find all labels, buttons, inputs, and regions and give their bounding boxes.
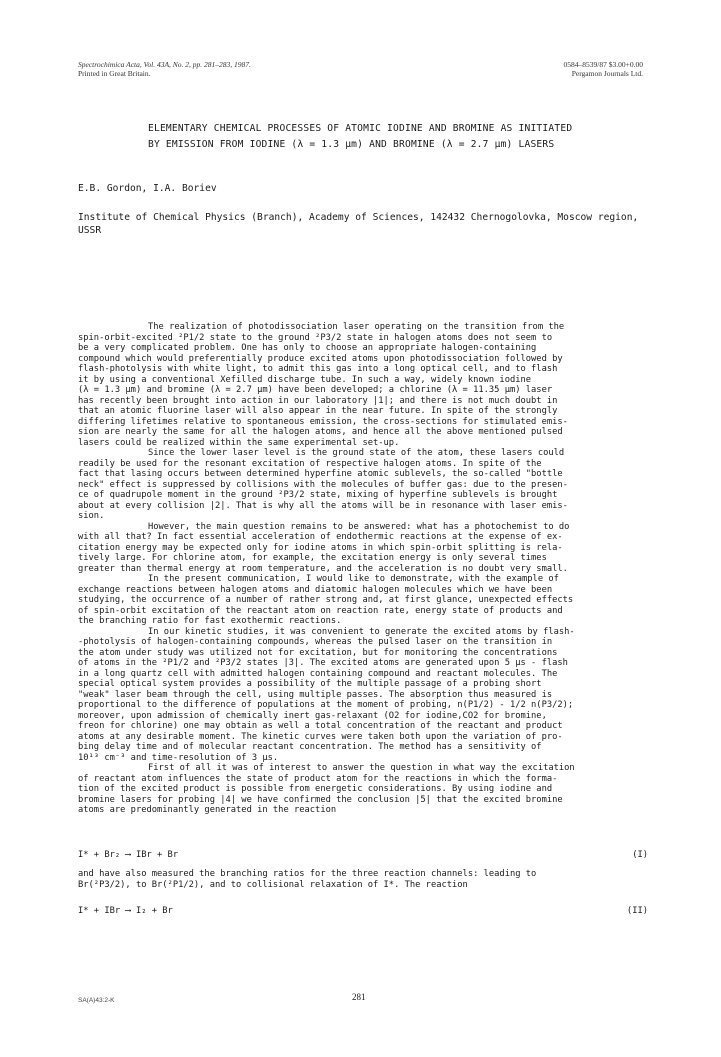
authors: E.B. Gordon, I.A. Boriev xyxy=(78,183,217,194)
reaction-1-formula: I* + Br₂ ⟶ IBr + Br xyxy=(78,850,179,860)
footer-code: SA(A)43:2-K xyxy=(78,997,115,1004)
title-line-2: BY EMISSION FROM IODINE (λ = 1.3 μm) AND BROMINE (λ = 2.7 μm) LASERS xyxy=(148,139,555,150)
publisher-info xyxy=(564,60,643,78)
reaction-2-formula: I* + IBr ⟶ I₂ + Br xyxy=(78,906,173,916)
title-line-1: ELEMENTARY CHEMICAL PROCESSES OF ATOMIC IODINE AND BROMINE AS INITIATED xyxy=(148,123,573,134)
price-code-line: 0584–8539/87 $3.00+0.00 xyxy=(563,60,643,69)
paragraph-2: Since the lower laser level is the ground state of the atom, these lasers could readily be used for the resonant excitation of respective halogen atoms. In spite of the fact that lasing occurs between determined hyperfine atomic sublevels, the so-called "bottle neck" effect is suppressed by collisions with the molecules of buffer gas: due to the presen- ce of quadrupole moment in the ground ²P3/2 state, mixing of hyperfine sublevels is brought about at every collision |2|. That is why all the atoms will be in resonance with laser emis- sion. xyxy=(78,448,568,521)
journal-citation xyxy=(78,60,251,78)
reaction-paragraph: and have also measured the branching ratios for the three reaction channels: leading to Br(²P3/2), to Br(²P1/2), and to collisional relaxation of I*. The reaction xyxy=(78,869,537,890)
paper-title xyxy=(148,121,618,153)
paragraph-5: In our kinetic studies, it was convenient to generate the excited atoms by flash- -photolysis of halogen-containing compounds, whereas the pulsed laser on the transition in the atom under study was utilized not for excitation, but for monitoring the concentrations of atoms in the ²P1/2 and ²P3/2 states |3|. The excited atoms are generated upon 5 μs - flash in a long quartz cell with admitted halogen containing compound and reactant molecules. The special optical system provides a possibility of the multiple passage of a probing short "weak" laser beam through the cell, using multiple passes. The absorption thus measured is proportional to the difference of populations at the moment of probing, n(P1/2) - 1/2 n(P3/2); moreover, upon admission of chemically inert gas-relaxant (O2 for iodine,CO2 for bromine, freon for chlorine) one may obtain as well a total concentration of the reactant and product atoms at any desirable moment. The kinetic curves were taken both upon the variation of pro- bing delay time and of molecular reactant concentration. The method has a sensitivity of 10¹³ cm⁻³ and time-resolution of 3 μs. xyxy=(78,626,575,763)
paragraph-6: First of all it was of interest to answer the question in what way the excitation of reactant atom influences the state of product atom for the reactions in which the forma- tion of the excited product is possible from energetic considerations. By using iodine and bromine lasers for probing |4| we have confirmed the conclusion |5| that the excited bromine atoms are predominantly generated in the reaction xyxy=(78,763,575,815)
affiliation: Institute of Chemical Physics (Branch), Academy of Sciences, 142432 Chernogolovka, Moscow region, USSR xyxy=(78,212,639,236)
journal-citation-line: Spectrochimica Acta, Vol. 43A, No. 2, pp. 281–283, 1987. xyxy=(78,60,251,69)
reaction-1-label: (I) xyxy=(632,850,648,860)
reaction-2-label: (II) xyxy=(626,906,648,916)
paragraph-4: In the present communication, I would like to demonstrate, with the example of exchange reactions between halogen atoms and diatomic halogen molecules which we have been studying, the occurrence of a number of rather strong and, at first glance, unexpected effects of spin-orbit excitation of the reactant atom on reaction rate, energy state of products and the branching ratio for fast exothermic reactions. xyxy=(78,574,574,626)
paragraph-3: However, the main question remains to be answered: what has a photochemist to do with all that? In fact essential acceleration of endothermic reactions at the expense of ex- citation energy may be expected only for iodine atoms in which spin-orbit splitting is rela- tively large. For chlorine atom, for example, the excitation energy is only several times greater than thermal energy at room temperature, and the acceleration is no doubt very small. xyxy=(78,521,570,574)
printed-in-line: Printed in Great Britain. xyxy=(78,69,151,78)
page-number: 281 xyxy=(352,992,366,1002)
paragraph-1: The realization of photodissociation laser operating on the transition from the spin-orbit-excited ²P1/2 state to the ground ²P3/2 state in halogen atoms does not seem to be a very complicated problem. One has only to choose an appropriate halogen-containing compound which would preferentially produce excited atoms upon photodissociation followed by flash-photolysis with white light, to admit this gas into a long optical cell, and to flash it by using a conventional Xefilled discharge tube. In such a way, widely known iodine (λ = 1.3 μm) and bromine (λ = 2.7 μm) have been developed; a chlorine (λ = 11.35 μm) laser has recently been brought into action in our laboratory |1|; and there is not much doubt in that an atomic fluorine laser will also appear in the near future. In spite of the strongly differing lifetimes relative to spontaneous emission, the cross-sections for stimulated emis- sion are nearly the same for all the halogen atoms, and hence all the above mentioned pulsed lasers could be realized within the same experimental set-up. xyxy=(78,322,568,448)
body-text xyxy=(78,322,648,816)
reaction-text xyxy=(78,869,648,891)
publisher-line: Pergamon Journals Ltd. xyxy=(571,69,643,78)
